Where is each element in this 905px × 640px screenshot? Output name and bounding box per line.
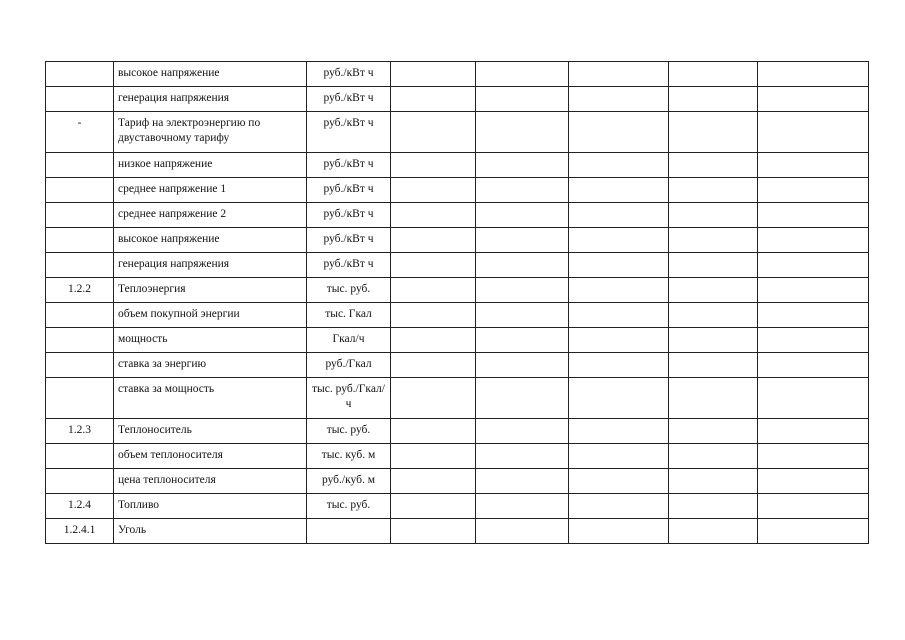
value-cell: [476, 519, 569, 544]
table-row: [46, 112, 869, 153]
value-cell: [391, 378, 476, 419]
row-number-cell: -: [46, 112, 114, 153]
row-unit-cell: тыс. руб./Гкал/ч: [307, 378, 391, 419]
table-row: [46, 87, 869, 112]
value-cell: [476, 112, 569, 153]
row-number-cell: [46, 87, 114, 112]
value-cell: [758, 278, 869, 303]
value-cell: [476, 469, 569, 494]
value-cell: [391, 519, 476, 544]
value-cell: [569, 419, 669, 444]
value-cell: [758, 253, 869, 278]
value-cell: [758, 87, 869, 112]
row-name-cell: ставка за мощность: [114, 378, 307, 419]
value-cell: [391, 253, 476, 278]
row-unit-cell: руб./куб. м: [307, 469, 391, 494]
value-cell: [758, 328, 869, 353]
value-cell: [758, 112, 869, 153]
table-row: [46, 378, 869, 419]
value-cell: [569, 328, 669, 353]
row-number-cell: 1.2.4.1: [46, 519, 114, 544]
table-row: [46, 519, 869, 544]
row-number-cell: [46, 353, 114, 378]
row-number-cell: [46, 62, 114, 87]
value-cell: [758, 444, 869, 469]
table-row: [46, 469, 869, 494]
value-cell: [391, 228, 476, 253]
row-name-cell: высокое напряжение: [114, 62, 307, 87]
row-number-cell: [46, 153, 114, 178]
value-cell: [669, 178, 758, 203]
value-cell: [569, 228, 669, 253]
row-name-cell: Теплоноситель: [114, 419, 307, 444]
table-row: [46, 62, 869, 87]
value-cell: [391, 278, 476, 303]
value-cell: [391, 87, 476, 112]
row-unit-cell: тыс. руб.: [307, 278, 391, 303]
row-unit-cell: руб./кВт ч: [307, 62, 391, 87]
value-cell: [758, 378, 869, 419]
value-cell: [569, 253, 669, 278]
row-unit-cell: тыс. Гкал: [307, 303, 391, 328]
value-cell: [569, 153, 669, 178]
table-row: [46, 353, 869, 378]
value-cell: [476, 203, 569, 228]
row-unit-cell: руб./Гкал: [307, 353, 391, 378]
row-name-cell: генерация напряжения: [114, 87, 307, 112]
value-cell: [476, 328, 569, 353]
table-row: [46, 303, 869, 328]
value-cell: [476, 278, 569, 303]
value-cell: [758, 353, 869, 378]
value-cell: [669, 378, 758, 419]
row-number-cell: [46, 444, 114, 469]
value-cell: [758, 494, 869, 519]
value-cell: [391, 62, 476, 87]
row-number-cell: [46, 203, 114, 228]
value-cell: [391, 303, 476, 328]
row-name-cell: Тариф на электроэнергию по двуставочному тарифу: [114, 112, 307, 153]
row-name-cell: низкое напряжение: [114, 153, 307, 178]
row-number-cell: [46, 328, 114, 353]
value-cell: [669, 494, 758, 519]
value-cell: [758, 203, 869, 228]
value-cell: [669, 278, 758, 303]
row-unit-cell: тыс. руб.: [307, 494, 391, 519]
value-cell: [669, 419, 758, 444]
value-cell: [758, 419, 869, 444]
row-unit-cell: тыс. куб. м: [307, 444, 391, 469]
value-cell: [569, 112, 669, 153]
value-cell: [391, 178, 476, 203]
value-cell: [476, 303, 569, 328]
value-cell: [476, 378, 569, 419]
value-cell: [669, 87, 758, 112]
value-cell: [391, 494, 476, 519]
row-name-cell: объем покупной энергии: [114, 303, 307, 328]
row-number-cell: [46, 378, 114, 419]
row-number-cell: 1.2.2: [46, 278, 114, 303]
row-name-cell: среднее напряжение 1: [114, 178, 307, 203]
row-unit-cell: руб./кВт ч: [307, 112, 391, 153]
value-cell: [758, 178, 869, 203]
value-cell: [476, 228, 569, 253]
row-number-cell: 1.2.4: [46, 494, 114, 519]
value-cell: [669, 328, 758, 353]
row-name-cell: объем теплоносителя: [114, 444, 307, 469]
row-name-cell: Теплоэнергия: [114, 278, 307, 303]
row-unit-cell: тыс. руб.: [307, 419, 391, 444]
value-cell: [476, 87, 569, 112]
value-cell: [569, 178, 669, 203]
value-cell: [669, 444, 758, 469]
value-cell: [669, 228, 758, 253]
row-unit-cell: руб./кВт ч: [307, 253, 391, 278]
table-row: [46, 178, 869, 203]
value-cell: [669, 519, 758, 544]
table-row: [46, 253, 869, 278]
value-cell: [569, 469, 669, 494]
value-cell: [669, 153, 758, 178]
value-cell: [758, 228, 869, 253]
table-row: [46, 153, 869, 178]
value-cell: [391, 328, 476, 353]
value-cell: [569, 378, 669, 419]
value-cell: [569, 278, 669, 303]
row-unit-cell: руб./кВт ч: [307, 203, 391, 228]
value-cell: [476, 178, 569, 203]
row-unit-cell: Гкал/ч: [307, 328, 391, 353]
value-cell: [476, 153, 569, 178]
tariff-table: [45, 61, 869, 544]
row-name-cell: цена теплоносителя: [114, 469, 307, 494]
row-unit-cell: руб./кВт ч: [307, 228, 391, 253]
value-cell: [758, 153, 869, 178]
value-cell: [391, 203, 476, 228]
value-cell: [476, 353, 569, 378]
value-cell: [669, 353, 758, 378]
row-number-cell: [46, 228, 114, 253]
table-row: [46, 203, 869, 228]
value-cell: [758, 303, 869, 328]
value-cell: [569, 62, 669, 87]
value-cell: [391, 419, 476, 444]
row-number-cell: 1.2.3: [46, 419, 114, 444]
value-cell: [669, 203, 758, 228]
value-cell: [391, 153, 476, 178]
row-name-cell: Топливо: [114, 494, 307, 519]
row-unit-cell: руб./кВт ч: [307, 153, 391, 178]
value-cell: [669, 112, 758, 153]
table-row: [46, 278, 869, 303]
value-cell: [569, 444, 669, 469]
value-cell: [569, 519, 669, 544]
row-unit-cell: [307, 519, 391, 544]
value-cell: [569, 353, 669, 378]
value-cell: [569, 303, 669, 328]
value-cell: [669, 253, 758, 278]
value-cell: [569, 87, 669, 112]
value-cell: [391, 444, 476, 469]
row-unit-cell: руб./кВт ч: [307, 87, 391, 112]
value-cell: [758, 62, 869, 87]
row-name-cell: высокое напряжение: [114, 228, 307, 253]
row-number-cell: [46, 303, 114, 328]
value-cell: [476, 62, 569, 87]
value-cell: [391, 469, 476, 494]
row-name-cell: генерация напряжения: [114, 253, 307, 278]
table-row: [46, 228, 869, 253]
row-name-cell: среднее напряжение 2: [114, 203, 307, 228]
value-cell: [758, 519, 869, 544]
value-cell: [476, 494, 569, 519]
value-cell: [669, 469, 758, 494]
value-cell: [569, 494, 669, 519]
row-name-cell: мощность: [114, 328, 307, 353]
table-row: [46, 328, 869, 353]
row-number-cell: [46, 178, 114, 203]
value-cell: [391, 353, 476, 378]
value-cell: [476, 419, 569, 444]
row-unit-cell: руб./кВт ч: [307, 178, 391, 203]
value-cell: [476, 444, 569, 469]
value-cell: [391, 112, 476, 153]
value-cell: [476, 253, 569, 278]
value-cell: [758, 469, 869, 494]
table-row: [46, 444, 869, 469]
row-number-cell: [46, 253, 114, 278]
value-cell: [669, 303, 758, 328]
row-name-cell: ставка за энергию: [114, 353, 307, 378]
value-cell: [569, 203, 669, 228]
table-row: [46, 419, 869, 444]
value-cell: [669, 62, 758, 87]
row-name-cell: Уголь: [114, 519, 307, 544]
row-number-cell: [46, 469, 114, 494]
table-row: [46, 494, 869, 519]
